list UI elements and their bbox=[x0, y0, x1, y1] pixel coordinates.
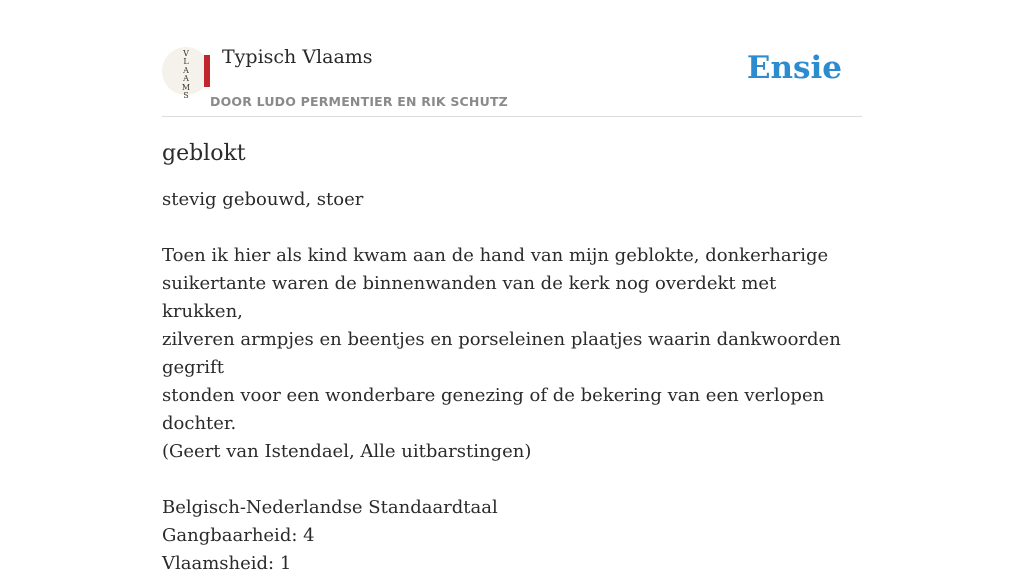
spacer bbox=[162, 214, 862, 242]
spacer bbox=[162, 466, 862, 494]
example-source: (Geert van Istendael, Alle uitbarstingen) bbox=[162, 441, 532, 462]
entry-content bbox=[162, 136, 862, 578]
entry-term: geblokt bbox=[162, 141, 246, 166]
gangbaarheid-score: Gangbaarheid: 4 bbox=[162, 525, 315, 546]
byline: DOOR LUDO PERMENTIER EN RIK SCHUTZ bbox=[210, 94, 508, 109]
entry-definition: stevig gebouwd, stoer bbox=[162, 189, 364, 210]
example-line: suikertante waren de binnenwanden van de kerk nog overdekt met krukken, bbox=[162, 273, 777, 322]
example-line: Toen ik hier als kind kwam aan de hand van mijn geblokte, donkerharige bbox=[162, 245, 829, 266]
ensie-logo[interactable]: Ensie bbox=[746, 50, 842, 86]
example-line: stonden voor een wonderbare genezing of de bekering van een verlopen dochter. bbox=[162, 385, 825, 434]
example-quote bbox=[162, 242, 862, 466]
site-title[interactable]: Typisch Vlaams bbox=[222, 46, 373, 68]
site-logo[interactable] bbox=[162, 47, 210, 101]
example-line: zilveren armpjes en beentjes en porseleinen plaatjes waarin dankwoorden gegrift bbox=[162, 329, 841, 378]
logo-red-bar bbox=[204, 55, 210, 87]
language-label: Belgisch-Nederlandse Standaardtaal bbox=[162, 497, 498, 518]
vlaamsheid-score: Vlaamsheid: 1 bbox=[162, 553, 292, 574]
logo-lettering: V L A A M S bbox=[181, 49, 191, 101]
header bbox=[162, 44, 862, 117]
